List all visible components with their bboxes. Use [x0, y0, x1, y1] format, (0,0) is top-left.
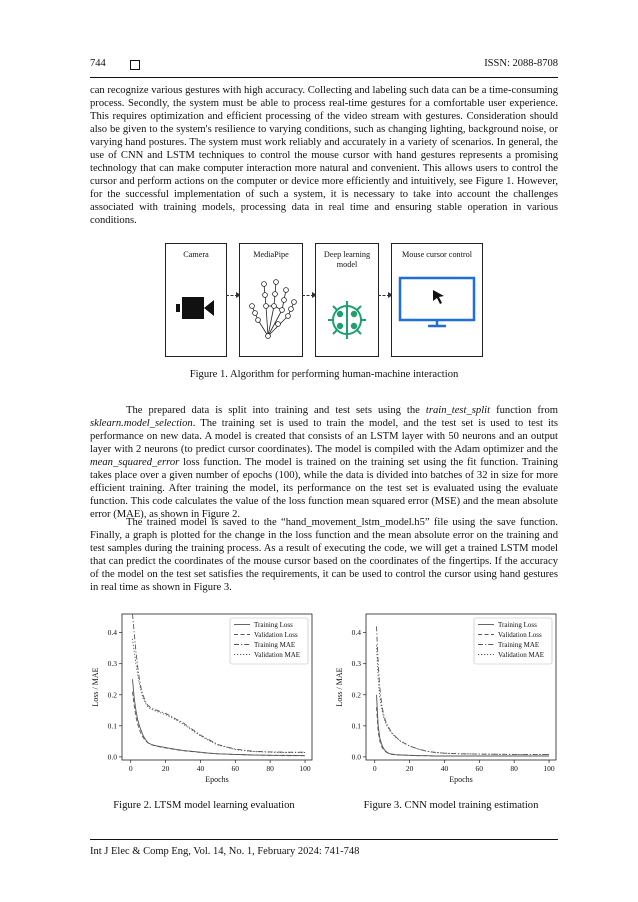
legend-label: Training Loss: [498, 621, 537, 629]
panel-deep-learning: [315, 243, 379, 357]
y-axis-label: Loss / MAE: [335, 667, 344, 707]
panel-mouse-cursor: [391, 243, 483, 357]
flow-arrow-2: [302, 295, 314, 296]
legend-label: Validation Loss: [254, 631, 298, 639]
issn: ISSN: 2088-8708: [484, 58, 558, 69]
y-tick-label: 0.2: [351, 690, 361, 700]
figure-3-caption: Figure 3. CNN model training estimation: [363, 800, 539, 811]
y-tick-label: 0.4: [351, 628, 361, 638]
flow-arrow-3: [378, 295, 390, 296]
footer-rule: [90, 839, 558, 840]
legend-label: Validation MAE: [498, 651, 545, 659]
code-mean-squared-error: mean_squared_error: [90, 457, 180, 469]
x-tick-label: 20: [405, 764, 414, 773]
paragraph-3: The trained model is saved to the “hand_movement_lstm_model.h5” file using the save function. Finally, a graph is plotted for the change in the loss function and the mean absolute error on the training and test samples during the training process. As a result of executing the code, we will get a trained LSTM model that can predict the coordinates of the mouse cursor based on the coordinates of the fingertips. If the accuracy of the model on the test set satisfies the requirements, it can be used to control the cursor using hand gestures in real time as shown in Figure 3.: [90, 517, 558, 594]
x-tick-label: 60: [231, 764, 240, 773]
figure-2-caption: Figure 2. LTSM model learning evaluation: [113, 800, 295, 811]
x-tick-label: 0: [128, 764, 133, 773]
panel-mouse-cursor-label: Mouse cursor control: [401, 250, 473, 259]
video-camera-icon: [166, 244, 226, 356]
y-tick-label: 0.4: [107, 628, 117, 638]
figure-2-chart: [86, 608, 318, 788]
legend-label: Validation Loss: [498, 631, 542, 639]
ai-brain-icon: [316, 244, 378, 356]
x-tick-label: 40: [196, 764, 205, 773]
x-tick-label: 40: [440, 764, 449, 773]
x-tick-label: 80: [266, 764, 274, 773]
panel-mediapipe: [239, 243, 303, 357]
panel-camera-label: Camera: [183, 250, 209, 259]
figure-1-diagram: [165, 243, 483, 357]
legend-label: Training Loss: [254, 621, 293, 629]
paragraph-2: The prepared data is split into training and test sets using the train_test_split function from sklearn.model_selection. The training set is used to train the model, and the test set is used to test its performance on new data. A model is created that consists of an LSTM layer with 50 neurons and an output layer with 2 neurons (to predict cursor coordinates). The model is compiled with the Adam optimizer and the mean_squared_error loss function. The model is trained on the training set using the fit function. Training takes place over a given number of epochs (100), while the data is divided into batches of 32 in size for more efficient training. After training the model, its performance on the test set is evaluated using the evaluate function. This code calculates the value of the loss function mean squared error (MSE) and the mean absolute error (MAE), as shown in Figure 2.: [90, 405, 558, 521]
figure-3-chart: [330, 608, 562, 788]
monitor-cursor-icon: [392, 244, 482, 356]
x-tick-label: 80: [510, 764, 518, 773]
y-tick-label: 0.3: [107, 659, 117, 669]
page-number: 744: [90, 58, 106, 69]
x-tick-label: 60: [475, 764, 484, 773]
y-tick-label: 0.1: [107, 721, 117, 731]
legend-label: Validation MAE: [254, 651, 301, 659]
figure-1-caption: Figure 1. Algorithm for performing human-machine interaction: [189, 369, 459, 380]
x-tick-label: 0: [372, 764, 377, 773]
legend-label: Training MAE: [254, 641, 296, 649]
legend-label: Training MAE: [498, 641, 540, 649]
panel-camera: [165, 243, 227, 357]
panel-mediapipe-label: MediaPipe: [253, 250, 289, 259]
code-train-test-split: train_test_split: [425, 405, 491, 416]
paragraph-1: can recognize various gestures with high accuracy. Collecting and labeling such data can be a time-consuming process. Secondly, the system must be able to process real-time gestures for a comfortable user experience. This requires optimization and efficient processing of the video stream with gestures. Consideration should also be given to the system's resilience to varying conditions, such as changing lighting, background noise, or varying hand postures. The system must work reliably and accurately in a variety of scenarios. In general, the use of CNN and LSTM techniques to control the mouse cursor with hand gestures represents a promising technology that can make computer interaction more natural and convenient. This allows users to control the cursor and perform actions on the computer or device more efficiently and intuitively, see Figure 1. However, for the successful implementation of such a system, it is necessary to take into account the challenges associated with training models, processing data in real time and ensuring stable operation in various conditions.: [90, 85, 558, 227]
y-tick-label: 0.0: [351, 752, 361, 762]
x-axis-label: Epochs: [205, 775, 229, 784]
header-rule: [90, 77, 558, 78]
flow-arrow-1: [226, 295, 238, 296]
page-header: [90, 58, 558, 74]
x-axis-label: Epochs: [449, 775, 473, 784]
y-tick-label: 0.3: [351, 659, 361, 669]
panel-deep-learning-label: Deep learning model: [323, 250, 371, 269]
x-tick-label: 20: [161, 764, 170, 773]
y-tick-label: 0.2: [107, 690, 117, 700]
code-sklearn-model-selection: sklearn.model_selection: [90, 418, 193, 430]
hand-landmarks-icon: [240, 244, 302, 356]
footer-citation: Int J Elec & Comp Eng, Vol. 14, No. 1, February 2024: 741-748: [90, 846, 360, 857]
header-box-icon: [130, 60, 140, 70]
y-tick-label: 0.1: [351, 721, 361, 731]
y-axis-label: Loss / MAE: [91, 667, 100, 707]
x-tick-label: 100: [543, 764, 555, 773]
x-tick-label: 100: [299, 764, 311, 773]
y-tick-label: 0.0: [107, 752, 117, 762]
